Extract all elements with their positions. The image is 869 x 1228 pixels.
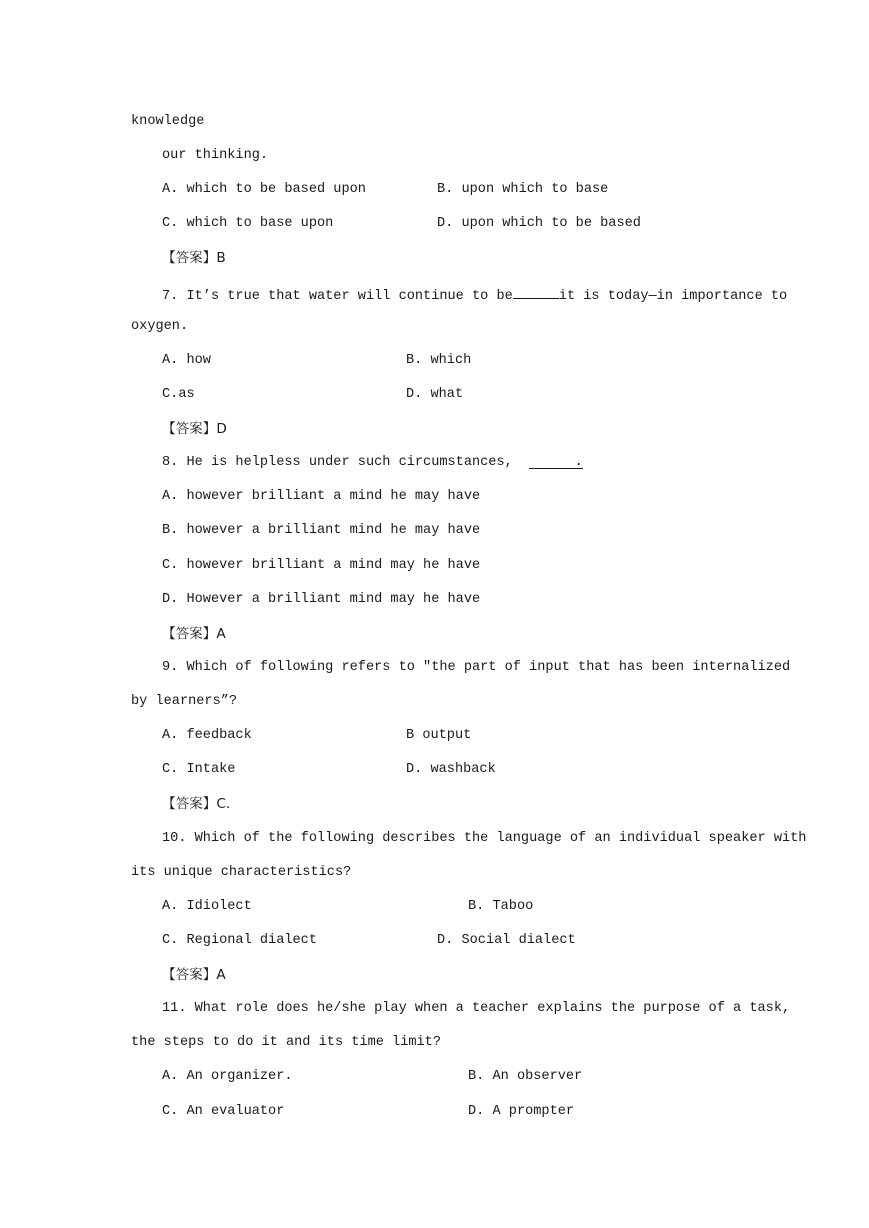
option-d: D. upon which to be based: [437, 216, 641, 231]
option-b: B output: [406, 728, 472, 743]
option-c: C. however brilliant a mind may he have: [162, 558, 481, 573]
question-7-stem-part1: 7. It’s true that water will continue to be: [162, 289, 513, 304]
question-10-stem-line2: its unique characteristics?: [131, 865, 352, 880]
option-c: C. Intake: [162, 762, 236, 777]
option-c: C.as: [162, 387, 195, 402]
answer-blank: [513, 285, 559, 299]
answer-blank: [529, 455, 583, 469]
option-d: D. However a brilliant mind may he have: [162, 592, 481, 607]
question-text-line: our thinking.: [162, 148, 269, 163]
blank-period: .: [574, 455, 583, 470]
option-a: A. which to be based upon: [162, 182, 366, 197]
question-8-stem: [162, 455, 583, 471]
question-9-stem: 9. Which of following refers to ″the part of input that has been internalized: [162, 660, 791, 675]
answer-label: 【答案】C.: [162, 796, 231, 812]
option-d: D. A prompter: [468, 1104, 575, 1119]
answer-label: 【答案】A: [162, 626, 226, 642]
option-b: B. which: [406, 353, 472, 368]
question-7-stem-line2: oxygen.: [131, 319, 189, 334]
option-d: D. Social dialect: [437, 933, 576, 948]
question-10-stem: 10. Which of the following describes the language of an individual speaker with: [162, 831, 807, 846]
option-c: C. Regional dialect: [162, 933, 317, 948]
answer-label: 【答案】A: [162, 967, 226, 983]
option-a: A. Idiolect: [162, 899, 252, 914]
option-a: A. feedback: [162, 728, 252, 743]
option-b: B. An observer: [468, 1069, 583, 1084]
answer-label: 【答案】D: [162, 421, 227, 437]
question-7-stem-part2: it is today—in importance to: [558, 289, 788, 304]
question-8-stem-text: 8. He is helpless under such circumstances,: [162, 455, 513, 470]
option-d: D. washback: [406, 762, 496, 777]
option-b: B. Taboo: [468, 899, 534, 914]
option-c: C. which to base upon: [162, 216, 334, 231]
option-b: B. upon which to base: [437, 182, 609, 197]
question-7-stem: [162, 285, 787, 305]
option-a: A. An organizer.: [162, 1069, 293, 1084]
option-c: C. An evaluator: [162, 1104, 285, 1119]
answer-label: 【答案】B: [162, 250, 226, 266]
question-9-stem-line2: by learners”?: [131, 694, 238, 709]
option-a: A. however brilliant a mind he may have: [162, 489, 481, 504]
question-text-line: knowledge: [131, 114, 205, 129]
option-a: A. how: [162, 353, 211, 368]
option-b: B. however a brilliant mind he may have: [162, 523, 481, 538]
question-11-stem: 11. What role does he/she play when a teacher explains the purpose of a task,: [162, 1001, 791, 1016]
question-11-stem-line2: the steps to do it and its time limit?: [131, 1035, 441, 1050]
option-d: D. what: [406, 387, 464, 402]
